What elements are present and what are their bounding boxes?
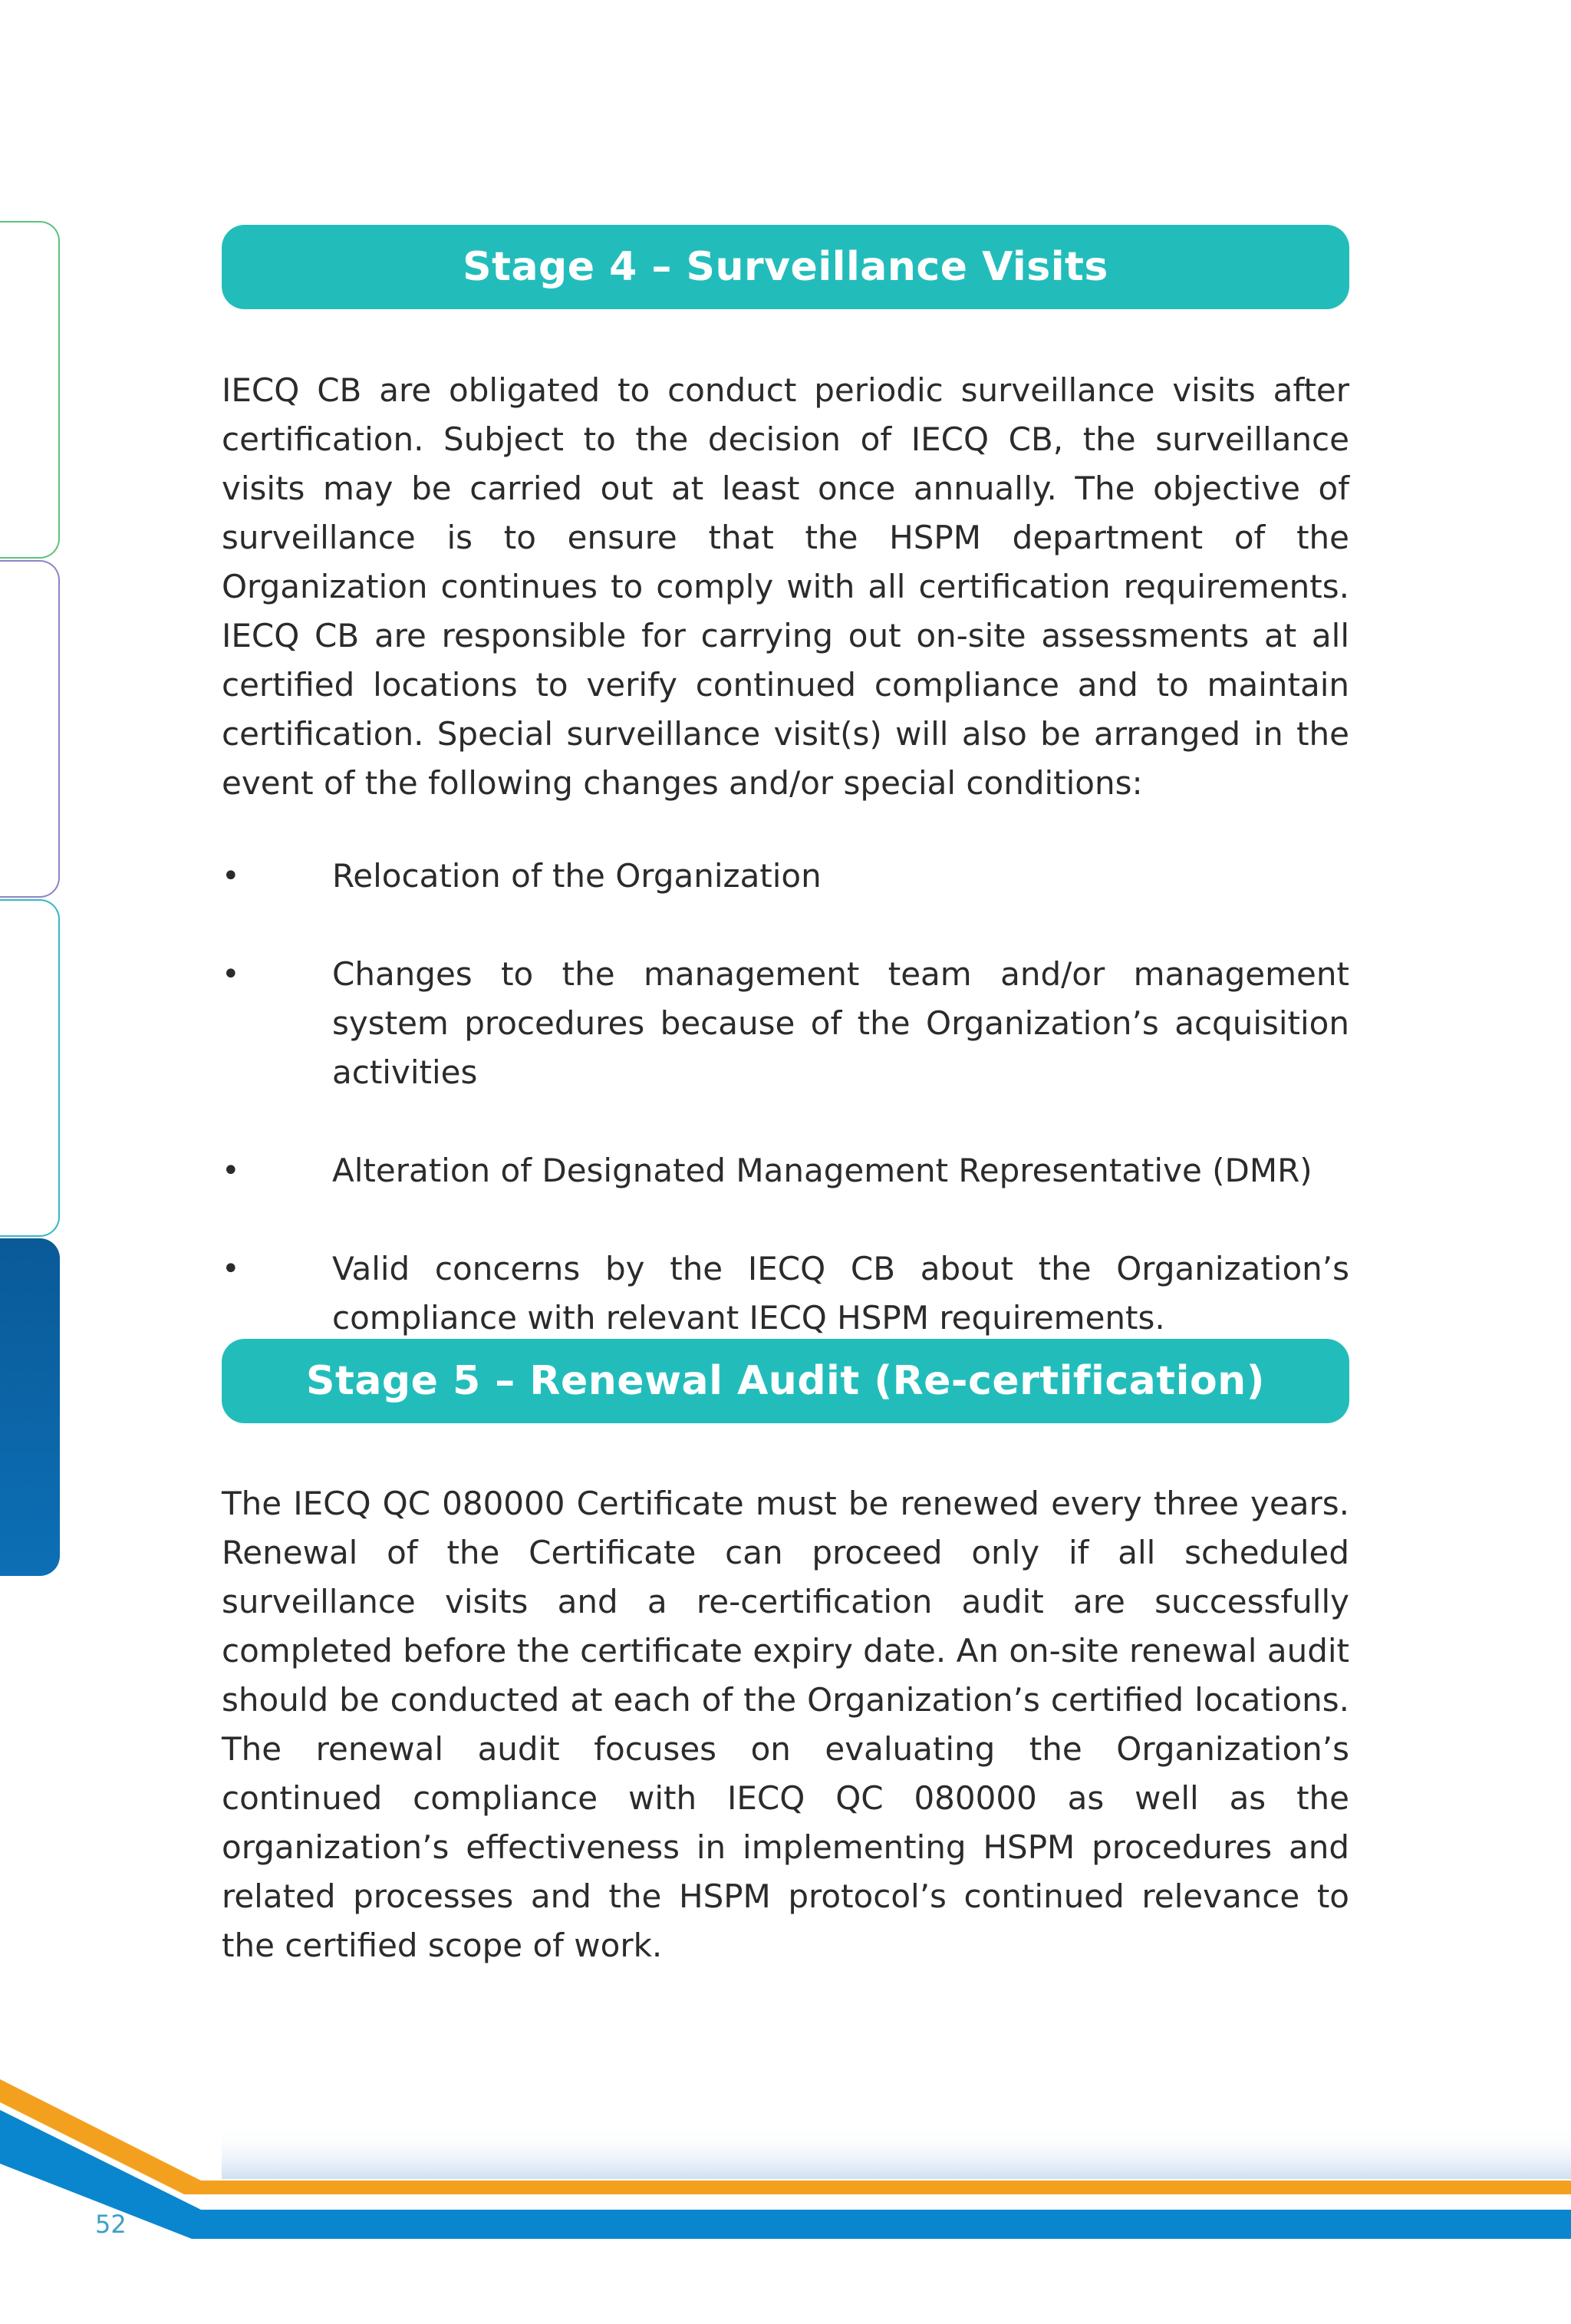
bullet-item [222, 1146, 1349, 1195]
stage-4-heading [222, 225, 1349, 309]
bullet-text: Relocation of the Organization [332, 857, 822, 895]
section-tab-4-active [0, 1238, 60, 1576]
section-tab-3 [0, 899, 60, 1237]
bullet-item [222, 1244, 1349, 1343]
bullet-marker: • [222, 859, 240, 894]
bullet-item [222, 852, 1349, 901]
stage-4-paragraph: IECQ CB are obligated to conduct periodic surveillance visits after certification. Subject to the decision of IECQ CB, the surveillance visits may be carried out at least once annually. The objective of surveillance is to ensure that the HSPM department of the Organization continues to comply with all certification requirements. IECQ CB are responsible for carrying out on-site assessments at all certified locations to verify continued compliance and to maintain certification. Special surveillance visit(s) will also be arranged in the event of the following changes and/or special conditions: [222, 371, 1349, 802]
stage-5-paragraph: The IECQ QC 080000 Certificate must be renewed every three years. Renewal of the Certificate can proceed only if all scheduled surveillance visits and a re-certification audit are successfully completed before the certificate expiry date. An on-site renewal audit should be conducted at each of the Organization’s certified locations. The renewal audit focuses on evaluating the Organization’s continued compliance with IECQ QC 080000 as well as the organization’s effectiveness in implementing HSPM procedures and related processes and the HSPM protocol’s continued relevance to the certified scope of work. [222, 1485, 1349, 1964]
bullet-text: Changes to the management team and/or management system procedures because of the Organization’s acquisition activities [332, 955, 1349, 1091]
section-tab-1 [0, 221, 60, 559]
stage-5-heading [222, 1339, 1349, 1423]
footer-fade-band [222, 2125, 1571, 2179]
bullet-text: Alteration of Designated Management Representative (DMR) [332, 1152, 1312, 1189]
footer-stripes [0, 1995, 1571, 2324]
bullet-marker: • [222, 1153, 240, 1188]
bullet-item [222, 950, 1349, 1097]
bullet-marker: • [222, 1251, 240, 1287]
stage-4-title: Stage 4 – Surveillance Visits [463, 244, 1108, 290]
bullet-marker: • [222, 957, 240, 992]
stage-5-title: Stage 5 – Renewal Audit (Re-certification) [306, 1358, 1265, 1404]
stage-4-bullet-list [222, 852, 1349, 1392]
bullet-text: Valid concerns by the IECQ CB about the Organization’s compliance with relevant IECQ HSPM requirements. [332, 1250, 1349, 1337]
page-number: 52 [95, 2210, 127, 2239]
section-tab-2 [0, 560, 60, 898]
